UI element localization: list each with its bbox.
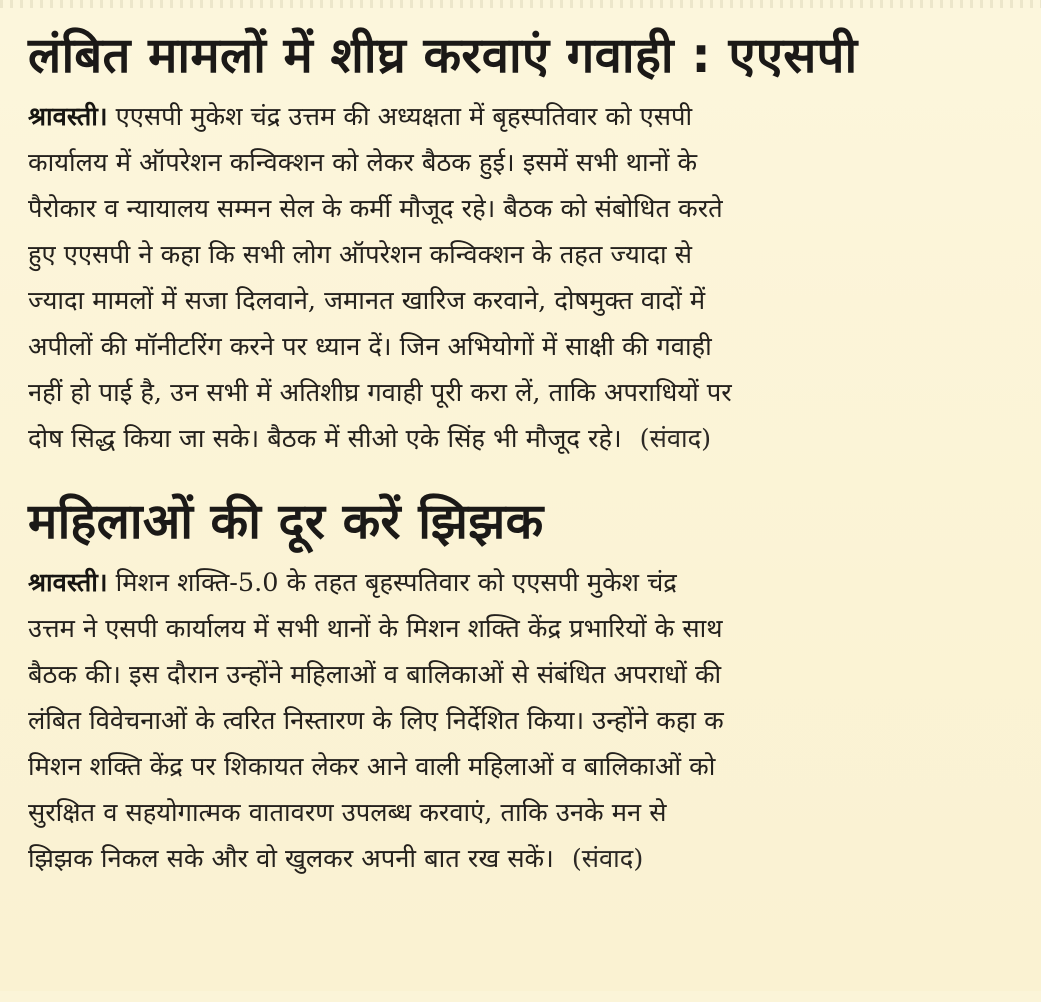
body-line: लंबित विवेचनाओं के त्वरित निस्तारण के लिए निर्देशित किया। उन्होंने कहा क	[28, 706, 724, 736]
body-line: अपीलों की मॉनीटरिंग करने पर ध्यान दें। जिन अभियोगों में साक्षी की गवाही	[28, 332, 712, 362]
news-credit: (संवाद)	[639, 424, 712, 454]
article-headline: लंबित मामलों में शीघ्र करवाएं गवाही : एएसपी	[28, 27, 858, 84]
body-line: ज्यादा मामलों में सजा दिलवाने, जमानत खारिज करवाने, दोषमुक्त वादों में	[28, 286, 706, 316]
body-line: पैरोकार व न्यायालय सम्मन सेल के कर्मी मौजूद रहे। बैठक को संबोधित करते	[28, 194, 723, 224]
body-line-text: दोष सिद्ध किया जा सके। बैठक में सीओ एके सिंह भी मौजूद रहे।	[28, 424, 622, 454]
body-line-text: एएसपी मुकेश चंद्र उत्तम की अध्यक्षता में बृहस्पतिवार को एसपी	[107, 102, 693, 132]
news-credit: (संवाद)	[571, 844, 644, 874]
article-body	[28, 94, 1027, 462]
cut-off-next-headline	[28, 962, 1028, 1002]
body-line	[28, 836, 1027, 882]
body-line	[28, 416, 1027, 462]
body-line	[28, 560, 1027, 606]
body-line: मिशन शक्ति केंद्र पर शिकायत लेकर आने वाली महिलाओं व बालिकाओं को	[28, 752, 716, 782]
body-line: सुरक्षित व सहयोगात्मक वातावरण उपलब्ध करवाएं, ताकि उनके मन से	[28, 798, 667, 828]
body-line: कार्यालय में ऑपरेशन कन्विक्शन को लेकर बैठक हुई। इसमें सभी थानों के	[28, 148, 698, 178]
body-line: बैठक की। इस दौरान उन्होंने महिलाओं व बालिकाओं से संबंधित अपराधों की	[28, 660, 722, 690]
article-mission-shakti	[28, 462, 1027, 882]
article-operation-conviction	[28, 0, 1027, 462]
body-line-text: झिझक निकल सके और वो खुलकर अपनी बात रख सकें।	[28, 844, 554, 874]
body-line	[28, 94, 1027, 140]
dateline: श्रावस्ती।	[28, 102, 108, 132]
article-headline: महिलाओं की दूर करें झिझक	[28, 493, 544, 550]
body-line: उत्तम ने एसपी कार्यालय में सभी थानों के मिशन शक्ति केंद्र प्रभारियों के साथ	[28, 614, 723, 644]
body-line: नहीं हो पाई है, उन सभी में अतिशीघ्र गवाही पूरी करा लें, ताकि अपराधियों पर	[28, 378, 732, 408]
dateline: श्रावस्ती।	[28, 568, 108, 598]
body-line-text: मिशन शक्ति-5.0 के तहत बृहस्पतिवार को एएसपी मुकेश चंद्र	[107, 568, 677, 598]
body-line: हुए एएसपी ने कहा कि सभी लोग ऑपरेशन कन्विक्शन के तहत ज्यादा से	[28, 240, 692, 270]
article-body	[28, 560, 1027, 882]
